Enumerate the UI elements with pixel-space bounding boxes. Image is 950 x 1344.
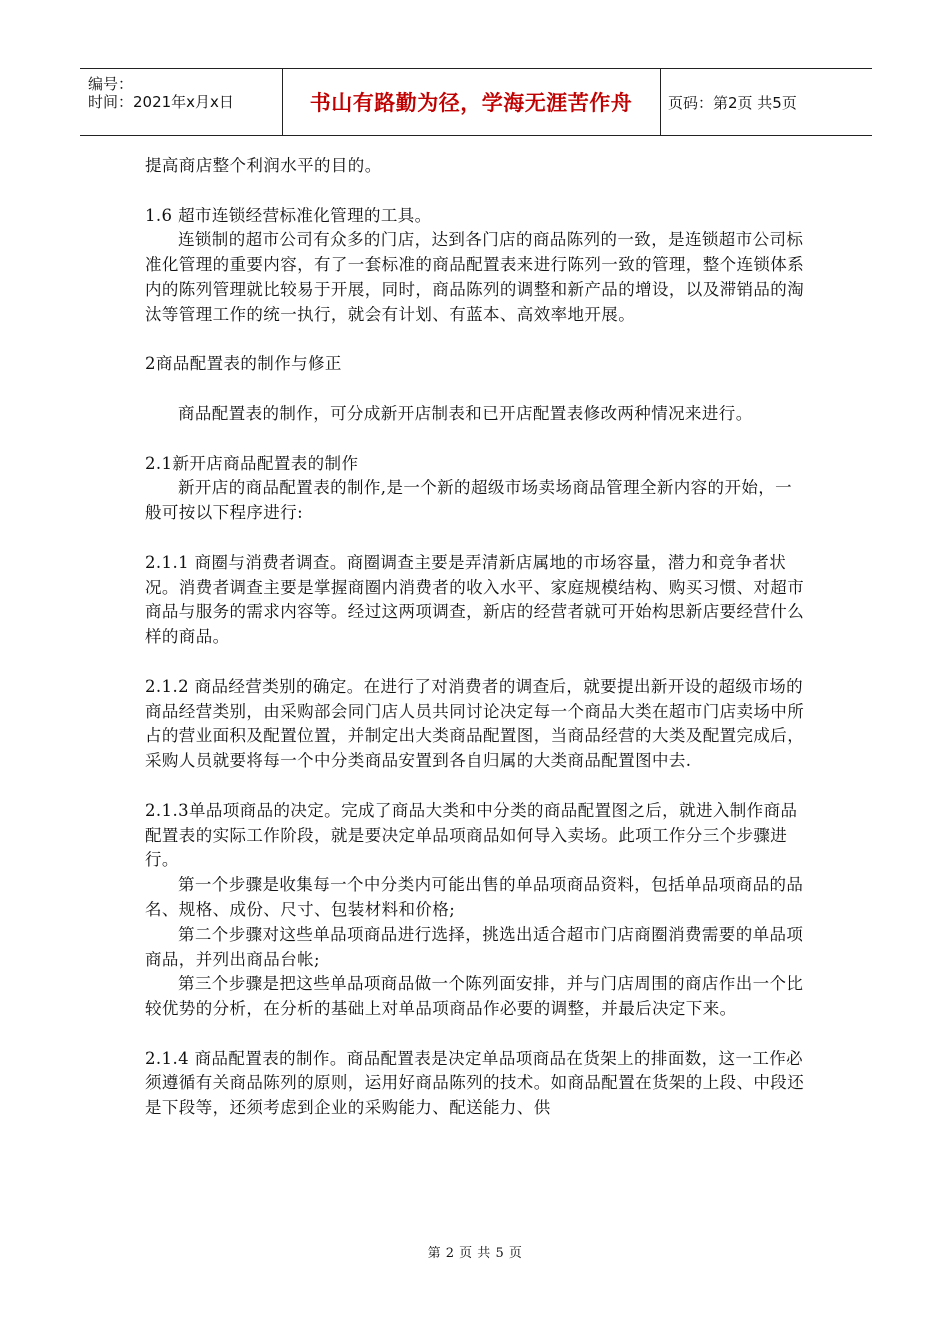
- paragraph: 第三个步骤是把这些单品项商品做一个陈列面安排，并与门店周围的商店作出一个比较优势的分析，在分析的基础上对单品项商品作必要的调整，并最后决定下来。: [145, 974, 804, 1019]
- section-heading: 1.6 超市连锁经营标准化管理的工具。: [145, 205, 432, 225]
- number-label: 编号：: [88, 75, 134, 93]
- paragraph: 2.1.3单品项商品的决定。完成了商品大类和中分类的商品配置图之后，就进入制作商品配置表的实际工作阶段，就是要决定单品项商品如何导入卖场。此项工作分三个步骤进行。: [145, 800, 798, 870]
- paragraph: 新开店的商品配置表的制作,是一个新的超级市场卖场商品管理全新内容的开始，一般可按以下程序进行:: [145, 478, 793, 523]
- header-meta: [82, 69, 282, 135]
- paragraph: 提高商店整个利润水平的目的。: [145, 156, 382, 175]
- section-heading: 2.1新开店商品配置表的制作: [145, 453, 359, 473]
- paragraph: 第二个步骤对这些单品项商品进行选择，挑选出适合超市门店商圈消费需要的单品项商品，并列出商品台帐;: [145, 924, 804, 969]
- paragraph: 2.1.4 商品配置表的制作。商品配置表是决定单品项商品在货架上的排面数，这一工作必须遵循有关商品陈列的原则，运用好商品陈列的技术。如商品配置在货架的上段、中段还是下段等，还须考虑到企业的采购能力、配送能力、供: [145, 1048, 805, 1118]
- body-text: [145, 154, 805, 1121]
- paragraph-gap: [145, 179, 805, 204]
- header-page-code: 页码：第2页 共5页: [668, 93, 797, 112]
- page-header: [80, 68, 872, 136]
- header-motto: 书山有路勤为径，学海无涯苦作舟: [309, 91, 633, 115]
- section-heading: 2商品配置表的制作与修正: [145, 354, 342, 374]
- paragraph-gap: [145, 328, 805, 353]
- page-footer: 第 2 页 共 5 页: [427, 1246, 523, 1261]
- paragraph-gap: [145, 650, 805, 675]
- time-label: 时间：2021年x月x日: [88, 93, 234, 111]
- paragraph: 商品配置表的制作，可分成新开店制表和已开店配置表修改两种情况来进行。: [178, 403, 753, 423]
- paragraph: 2.1.2 商品经营类别的确定。在进行了对消费者的调查后，就要提出新开设的超级市场的商品经营类别，由采购部会同门店人员共同讨论决定每一个商品大类在超市门店卖场中所占的营业面积及配置位置，并制定出大类商品配置图，当商品经营的大类及配置完成后，采购人员就要将每一个中分类商品安置到各自归属的大类商品配置图中去.: [145, 676, 805, 771]
- paragraph: 2.1.1 商圈与消费者调查。商圈调查主要是弄清新店属地的市场容量，潜力和竞争者状况。消费者调查主要是掌握商圈内消费者的收入水平、家庭规模结构、购买习惯、对超市商品与服务的需求内容等。经过这两项调查，新店的经营者就可开始构思新店要经营什么样的商品。: [145, 552, 805, 647]
- paragraph: 第一个步骤是收集每一个中分类内可能出售的单品项商品资料，包括单品项商品的品名、规格、成份、尺寸、包装材料和价格;: [145, 875, 804, 919]
- paragraph-gap: [145, 427, 805, 452]
- paragraph-gap: [145, 1022, 805, 1047]
- paragraph-gap: [145, 526, 805, 551]
- paragraph-gap: [145, 377, 805, 402]
- paragraph: 连锁制的超市公司有众多的门店，达到各门店的商品陈列的一致，是连锁超市公司标准化管理的重要内容，有了一套标准的商品配置表来进行陈列一致的管理，整个连锁体系内的陈列管理就比较易于开展，同时，商品陈列的调整和新产品的增设，以及滞销品的淘汰等管理工作的统一执行，就会有计划、有蓝本、高效率地开展。: [145, 230, 805, 324]
- paragraph-gap: [145, 774, 805, 799]
